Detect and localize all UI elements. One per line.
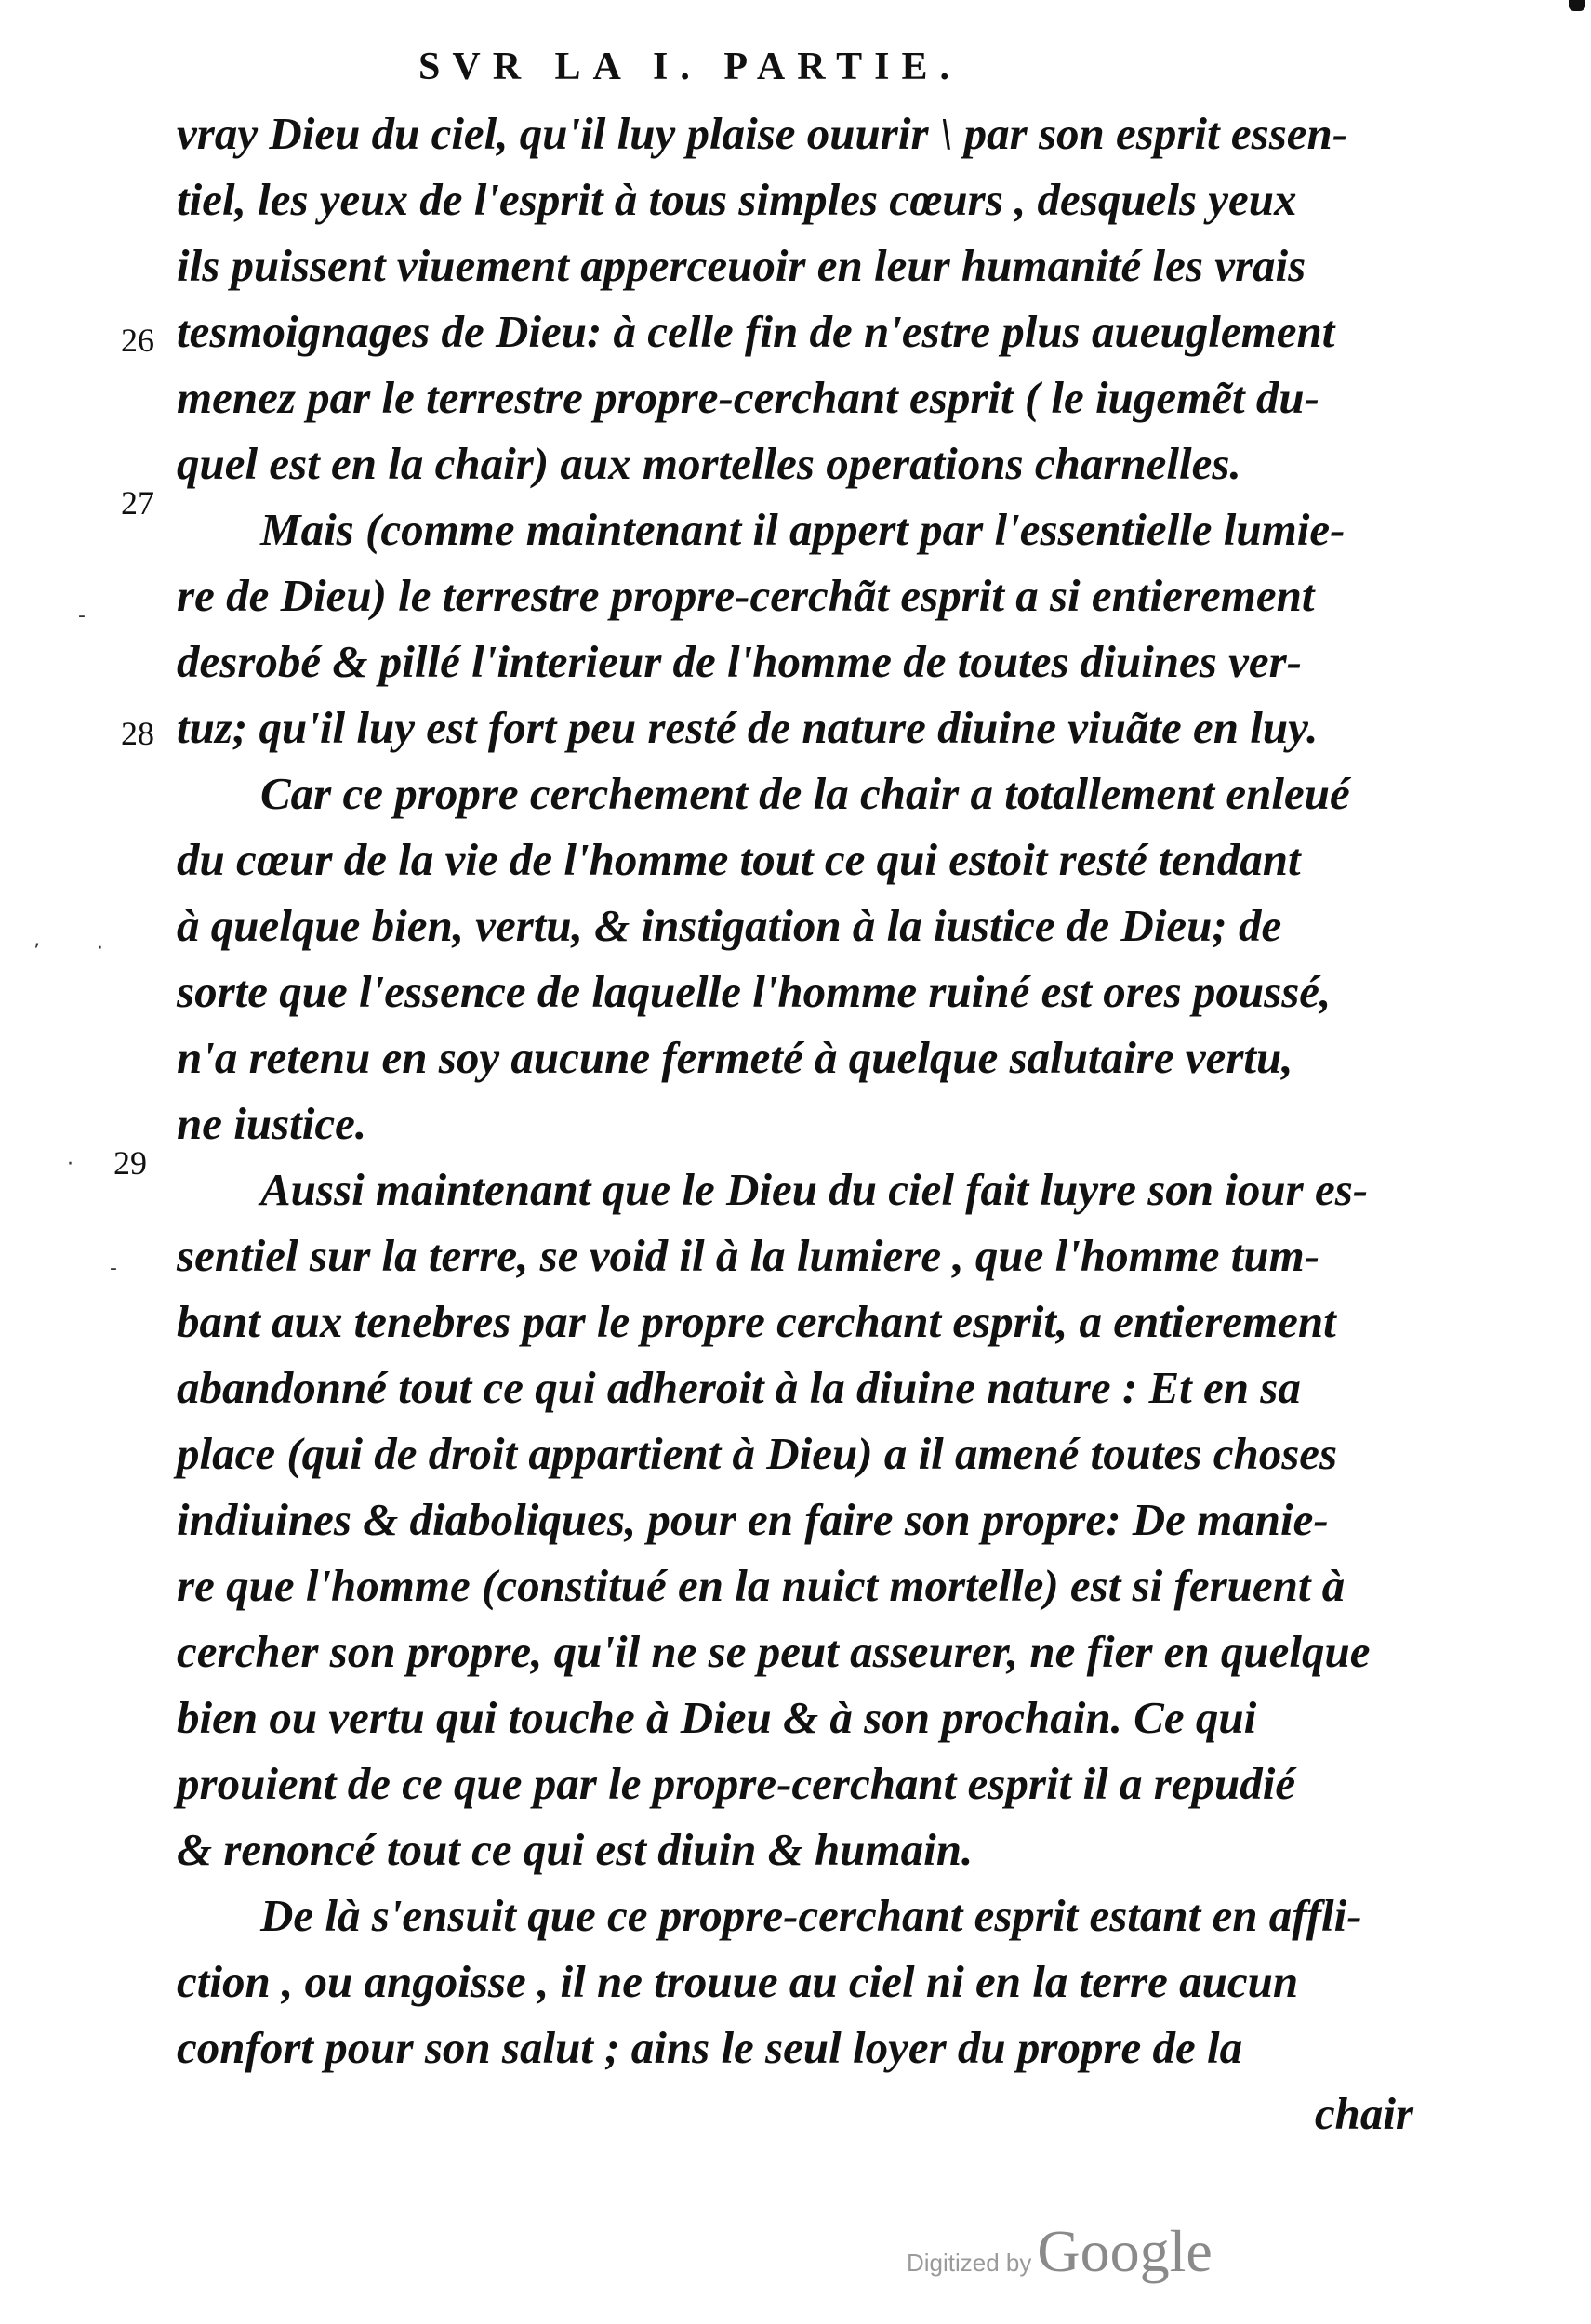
- text-line: re que l'homme (constitué en la nuict mortelle) est si feruent à: [177, 1560, 1346, 1611]
- running-head: SVR LA I. PARTIE.: [418, 46, 961, 88]
- stray-mark: ’: [33, 941, 40, 964]
- text-line: Mais (comme maintenant il appert par l'essentielle lumie-: [260, 504, 1346, 555]
- text-line: n'a retenu en soy aucune fermeté à quelque salutaire vertu,: [177, 1032, 1293, 1083]
- text-line: place (qui de droit appartient à Dieu) a il amené toutes choses: [177, 1428, 1338, 1479]
- text-line: quel est en la chair) aux mortelles operations charnelles.: [177, 438, 1241, 489]
- digitized-watermark: [907, 2217, 1213, 2286]
- text-line: abandonné tout ce qui adheroit à la diuine nature : Et en sa: [177, 1362, 1301, 1413]
- text-line: menez par le terrestre propre-cerchant esprit ( le iugemẽt du-: [177, 372, 1319, 423]
- stray-mark: ·: [67, 1153, 73, 1176]
- text-line: vray Dieu du ciel, qu'il luy plaise ouurir \ par son esprit essen-: [177, 108, 1348, 159]
- stray-mark: -: [78, 604, 86, 627]
- google-logo-text: Google: [1037, 2218, 1213, 2284]
- text-line: bien ou vertu qui touche à Dieu & à son prochain. Ce qui: [177, 1692, 1257, 1743]
- body-text: [177, 100, 1413, 2146]
- text-line: ne iustice.: [177, 1098, 367, 1149]
- text-line: sorte que l'essence de laquelle l'homme ruiné est ores poussé,: [177, 966, 1332, 1017]
- text-line: De là s'ensuit que ce propre-cerchant esprit estant en affli-: [260, 1890, 1362, 1941]
- text-line: Car ce propre cerchement de la chair a totallement enleué: [260, 768, 1350, 819]
- text-line: tesmoignages de Dieu: à celle fin de n'estre plus aueuglement: [177, 306, 1335, 357]
- text-line: tiel, les yeux de l'esprit à tous simples cœurs , desquels yeux: [177, 174, 1297, 225]
- text-line: sentiel sur la terre, se void il à la lumiere , que l'homme tum-: [177, 1230, 1320, 1281]
- digitized-by-label: Digitized by: [907, 2249, 1032, 2277]
- stray-mark: -: [110, 1257, 117, 1280]
- text-line: tuz; qu'il luy est fort peu resté de nature diuine viuãte en luy.: [177, 702, 1319, 753]
- catchword: chair: [1314, 2088, 1413, 2139]
- text-line: & renoncé tout ce qui est diuin & humain.: [177, 1824, 974, 1875]
- verse-number-27: 27: [121, 484, 154, 522]
- text-line: indiuines & diaboliques, pour en faire son propre: De manie-: [177, 1494, 1329, 1545]
- text-line: bant aux tenebres par le propre cerchant esprit, a entierement: [177, 1296, 1336, 1347]
- text-line: desrobé & pillé l'interieur de l'homme de toutes diuines ver-: [177, 636, 1302, 687]
- text-line: cercher son propre, qu'il ne se peut asseurer, ne fier en quelque: [177, 1626, 1371, 1677]
- corner-ink-mark: [1569, 0, 1585, 11]
- verse-number-29: 29: [113, 1144, 147, 1182]
- stray-mark: ·: [97, 937, 103, 960]
- text-line: ils puissent viuement apperceuoir en leur humanité les vrais: [177, 240, 1306, 291]
- text-line: à quelque bien, vertu, & instigation à la iustice de Dieu; de: [177, 900, 1282, 951]
- text-line: confort pour son salut ; ains le seul loyer du propre de la: [177, 2022, 1243, 2073]
- text-line: ction , ou angoisse , il ne trouue au ciel ni en la terre aucun: [177, 1956, 1299, 2007]
- text-line: Aussi maintenant que le Dieu du ciel fait luyre son iour es-: [260, 1164, 1369, 1215]
- verse-number-28: 28: [121, 715, 154, 752]
- text-line: du cœur de la vie de l'homme tout ce qui estoit resté tendant: [177, 834, 1301, 885]
- text-line: prouient de ce que par le propre-cerchant esprit il a repudié: [177, 1758, 1296, 1809]
- verse-number-26: 26: [121, 322, 154, 359]
- text-line: re de Dieu) le terrestre propre-cerchãt esprit a si entierement: [177, 570, 1315, 621]
